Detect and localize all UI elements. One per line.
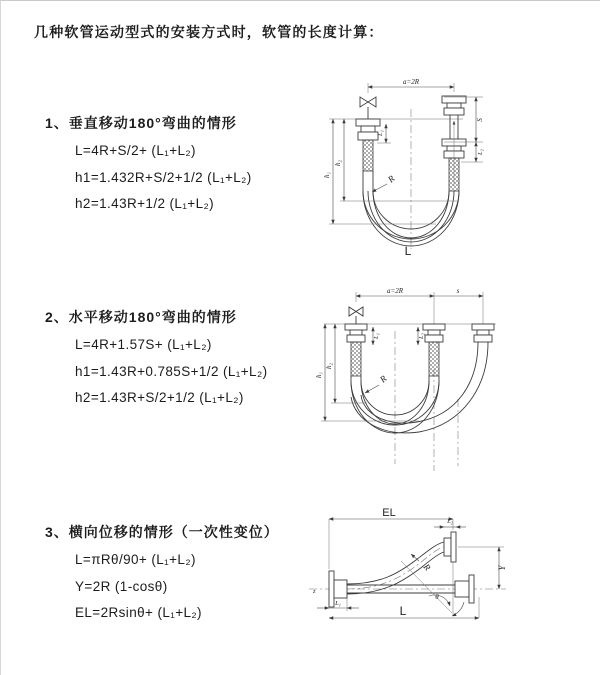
dim-label-length: L [404, 244, 412, 258]
formula-line: EL=2Rsinθ+ (L₁+L₂) [75, 605, 202, 620]
angle-construction [401, 561, 464, 616]
section-heading [45, 307, 267, 327]
pipe-fitting-middle [423, 324, 445, 376]
formula-line: L=πRθ/90+ (L₁+L₂) [75, 552, 196, 567]
dim-label-l1: L₁ [377, 130, 384, 136]
formula-line: h2=1.43R+1/2 (L₁+L₂) [75, 196, 215, 211]
section-number: 1、 [45, 115, 69, 131]
diagram-vertical-bend [311, 71, 600, 266]
dim-label-l2: L₂ [477, 149, 484, 155]
dim-label-length: L [399, 604, 407, 618]
section-horizontal-bend [45, 307, 267, 412]
section-number: 3、 [45, 524, 69, 540]
dim-label-a2r: a=2R [387, 287, 403, 295]
dim-label-y: Y [497, 565, 507, 571]
formula-line: h1=1.43R+0.785S+1/2 (L₁+L₂) [75, 363, 268, 379]
valve-icon [349, 307, 363, 324]
dim-label-l1: L₁ [373, 333, 380, 339]
dim-label-radius: R [385, 173, 397, 185]
pipe-fitting-left [356, 119, 380, 171]
formula-line: L=4R+S/2+ (L₁+L₂) [75, 143, 196, 158]
pipe-fitting-left [345, 324, 367, 376]
dim-label-radius: R [377, 373, 389, 385]
dim-label-l2: L₂ [447, 518, 453, 525]
formula-line: L=4R+1.57S+ (L₁+L₂) [75, 337, 212, 352]
braided-hose-section [429, 342, 439, 376]
section-heading-text: 垂直移动180°弯曲的情形 [68, 115, 237, 131]
valve-icon [360, 97, 376, 119]
flange-right [469, 575, 474, 603]
pipe-fitting-right [472, 324, 494, 342]
dim-label-a2r: a=2R [403, 78, 419, 86]
dim-label-h2: h₂ [325, 363, 333, 369]
dim-label-h1: h₁ [315, 372, 323, 378]
pipe-fitting-right [442, 96, 466, 191]
diagram-horizontal-bend [311, 281, 596, 476]
dim-label-s: s [456, 287, 460, 295]
dim-label-theta: θ [435, 593, 439, 601]
formula-line: h1=1.432R+S/2+1/2 (L₁+L₂) [75, 169, 252, 185]
dim-label-s: S [476, 118, 484, 122]
braided-hose-section [351, 342, 361, 376]
dim-label-el: EL [382, 507, 396, 519]
section-lateral-displacement [45, 522, 279, 627]
centerline-break-mark: z [313, 588, 316, 595]
dim-label-h2: h₂ [334, 160, 342, 166]
diagram-lateral-displacement [301, 501, 600, 666]
formula-line: Y=2R (1-cosθ) [75, 578, 168, 594]
section-number: 2、 [45, 309, 69, 325]
section-heading-text: 横向位移的情形（一次性变位） [68, 524, 279, 540]
dim-label-radius: R [421, 561, 433, 573]
braided-hose-section [363, 140, 373, 171]
hose-u-curves [351, 342, 488, 433]
section-heading-text: 水平移动180°弯曲的情形 [68, 309, 237, 325]
section-vertical-bend [45, 113, 252, 218]
dim-label-l1: L₁ [335, 600, 341, 607]
centerline [395, 331, 458, 471]
page-title: 几种软管运动型式的安装方式时，软管的长度计算： [34, 24, 384, 40]
flange-displaced [451, 532, 456, 562]
dim-label-h1: h₁ [323, 172, 331, 178]
section-heading [45, 113, 252, 133]
dim-label-l2: L₂ [418, 333, 425, 339]
section-heading [45, 522, 279, 542]
formula-line: h2=1.43R+S/2+1/2 (L₁+L₂) [75, 390, 244, 405]
